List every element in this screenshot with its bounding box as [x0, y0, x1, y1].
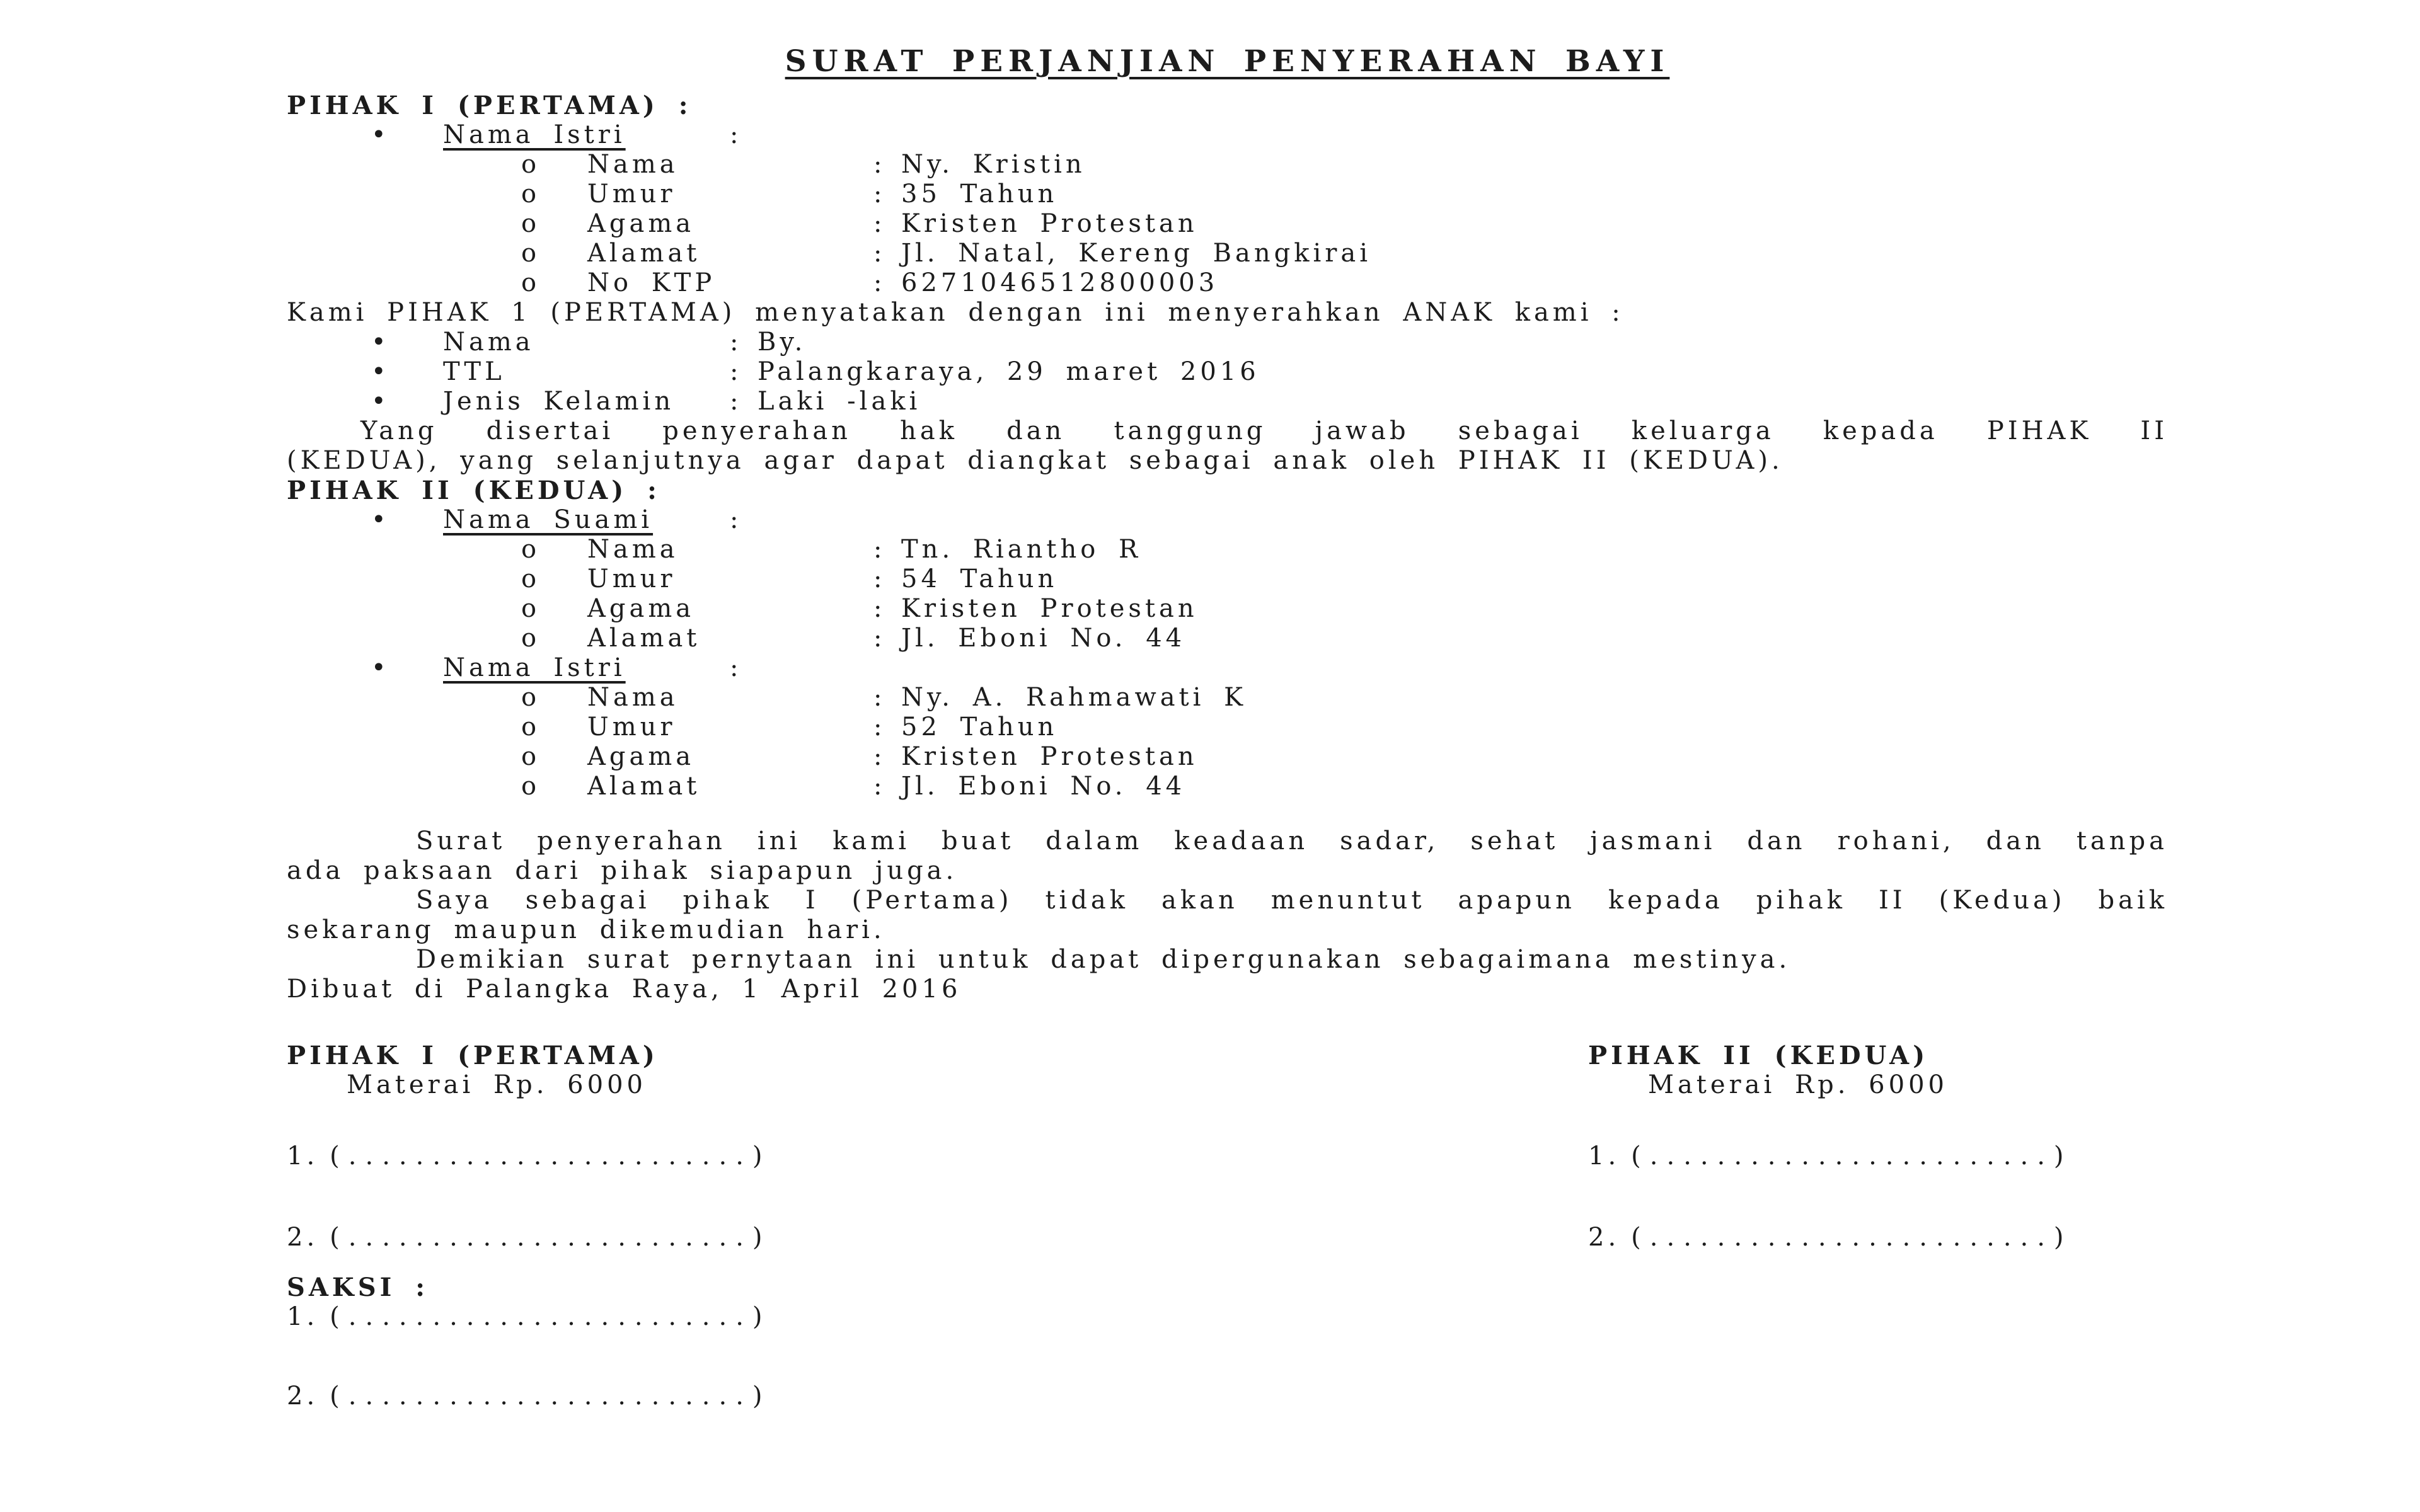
- field-value: Laki -laki: [758, 387, 921, 416]
- bullet-icon: •: [371, 505, 390, 534]
- field-value: Kristen Protestan: [901, 742, 1198, 771]
- colon-separator: :: [873, 713, 886, 742]
- field-label: TTL: [443, 357, 505, 386]
- field-label: Alamat: [587, 239, 701, 268]
- circle-bullet-icon: o: [521, 239, 541, 268]
- circle-bullet-icon: o: [521, 772, 541, 801]
- field-label: Nama: [443, 328, 534, 357]
- signature-dotted-line: (........................): [1631, 1142, 2073, 1171]
- field-value: Jl. Eboni No. 44: [901, 772, 1186, 801]
- signature-number: 1.: [287, 1142, 319, 1171]
- circle-bullet-icon: o: [521, 535, 541, 564]
- signature-number: 2.: [1588, 1223, 1620, 1252]
- closing-paragraph-line: Saya sebagai pihak I (Pertama) tidak akan menuntut apapun kepada pihak II (Kedua) baik: [416, 886, 2168, 915]
- signature-line: [287, 1382, 2168, 1411]
- signature-dotted-line: (........................): [1631, 1223, 2073, 1252]
- field-value: Ny. A. Rahmawati K: [901, 683, 1247, 712]
- party2-heading: PIHAK II (KEDUA) :: [287, 476, 660, 505]
- bullet-icon: •: [371, 357, 390, 386]
- document-title: SURAT PERJANJIAN PENYERAHAN BAYI: [785, 44, 1670, 79]
- made-at-line: Dibuat di Palangka Raya, 1 April 2016: [287, 975, 962, 1004]
- signature-number: 2.: [287, 1382, 319, 1411]
- signature-line: [287, 1142, 771, 1171]
- witness-section: [287, 1273, 2168, 1411]
- field-row: [287, 713, 2168, 742]
- field-value: Palangkaraya, 29 maret 2016: [758, 357, 1260, 386]
- colon-separator: :: [873, 594, 886, 623]
- field-row: [287, 624, 2168, 653]
- circle-bullet-icon: o: [521, 742, 541, 771]
- colon-separator: :: [730, 357, 742, 386]
- field-row: [287, 535, 2168, 564]
- bullet-icon: •: [371, 653, 390, 682]
- colon-separator: :: [873, 239, 886, 268]
- field-label: Agama: [587, 594, 695, 623]
- signature-number: 2.: [287, 1223, 319, 1252]
- signature-dotted-line: (........................): [330, 1142, 771, 1171]
- field-label: Jenis Kelamin: [443, 387, 675, 416]
- signature-line: [287, 1223, 771, 1252]
- colon-separator: :: [873, 209, 886, 238]
- stamp-note: Materai Rp. 6000: [347, 1070, 647, 1099]
- party1-signature-heading: PIHAK I (PERTAMA): [287, 1041, 659, 1070]
- field-row: [287, 239, 2168, 268]
- party1-heading: PIHAK I (PERTAMA) :: [287, 91, 692, 120]
- party1-signature-block: [287, 1041, 771, 1252]
- party1-statement: Kami PIHAK 1 (PERTAMA) menyatakan dengan ini menyerahkan ANAK kami :: [287, 298, 1624, 327]
- colon-separator: :: [873, 180, 886, 209]
- colon-separator: :: [730, 653, 742, 682]
- transfer-paragraph-line: Yang disertai penyerahan hak dan tanggung jawab sebagai keluarga kepada PIHAK II: [360, 416, 2168, 445]
- circle-bullet-icon: o: [521, 683, 541, 712]
- field-value: Tn. Riantho R: [901, 535, 1142, 564]
- field-label: Nama: [587, 535, 679, 564]
- colon-separator: :: [730, 505, 742, 534]
- party1-wife-label: Nama Istri: [443, 120, 626, 149]
- field-label: Umur: [587, 564, 676, 593]
- field-row: [287, 742, 2168, 772]
- field-value: Ny. Kristin: [901, 150, 1086, 179]
- circle-bullet-icon: o: [521, 180, 541, 209]
- colon-separator: :: [873, 268, 886, 297]
- colon-separator: :: [730, 120, 742, 149]
- field-row: [287, 594, 2168, 624]
- field-label: Alamat: [587, 772, 701, 801]
- closing-paragraph-line: ada paksaan dari pihak siapapun juga.: [287, 856, 958, 885]
- signature-line: [1588, 1142, 2073, 1171]
- field-value: 6271046512800003: [901, 268, 1219, 297]
- party2-husband-label: Nama Suami: [443, 505, 654, 534]
- field-row: [287, 150, 2168, 180]
- field-row: [287, 772, 2168, 801]
- closing-paragraph-line: sekarang maupun dikemudian hari.: [287, 915, 885, 944]
- colon-separator: :: [873, 624, 886, 653]
- child-field-row: [287, 357, 2168, 387]
- signature-number: 1.: [1588, 1142, 1620, 1171]
- field-value: 35 Tahun: [901, 180, 1058, 209]
- field-row: [287, 180, 2168, 209]
- field-value: Kristen Protestan: [901, 209, 1198, 238]
- field-label: Agama: [587, 209, 695, 238]
- field-label: Umur: [587, 713, 676, 742]
- field-value: Jl. Eboni No. 44: [901, 624, 1186, 653]
- transfer-paragraph-line: (KEDUA), yang selanjutnya agar dapat diangkat sebagai anak oleh PIHAK II (KEDUA).: [287, 446, 1783, 475]
- bullet-icon: •: [371, 328, 390, 357]
- witness-heading: SAKSI :: [287, 1273, 429, 1302]
- party1-wife-header-row: [287, 120, 2168, 150]
- field-label: Nama: [587, 150, 679, 179]
- party2-husband-header-row: [287, 505, 2168, 535]
- colon-separator: :: [873, 772, 886, 801]
- signature-number: 1.: [287, 1302, 319, 1331]
- closing-paragraph-line: Surat penyerahan ini kami buat dalam keadaan sadar, sehat jasmani dan rohani, dan tanpa: [416, 827, 2168, 856]
- party2-signature-block: [1588, 1041, 2073, 1252]
- circle-bullet-icon: o: [521, 564, 541, 593]
- field-row: [287, 564, 2168, 594]
- child-field-row: [287, 387, 2168, 416]
- circle-bullet-icon: o: [521, 594, 541, 623]
- colon-separator: :: [730, 387, 742, 416]
- party2-wife-label: Nama Istri: [443, 653, 626, 682]
- circle-bullet-icon: o: [521, 268, 541, 297]
- circle-bullet-icon: o: [521, 150, 541, 179]
- signature-dotted-line: (........................): [330, 1302, 771, 1331]
- field-label: Alamat: [587, 624, 701, 653]
- circle-bullet-icon: o: [521, 624, 541, 653]
- field-value: By.: [758, 328, 807, 357]
- colon-separator: :: [730, 328, 742, 357]
- party2-wife-header-row: [287, 653, 2168, 683]
- circle-bullet-icon: o: [521, 209, 541, 238]
- signature-line: [287, 1302, 2168, 1332]
- colon-separator: :: [873, 683, 886, 712]
- field-row: [287, 209, 2168, 239]
- field-value: Jl. Natal, Kereng Bangkirai: [901, 239, 1372, 268]
- colon-separator: :: [873, 150, 886, 179]
- field-row: [287, 683, 2168, 713]
- colon-separator: :: [873, 564, 886, 593]
- closing-paragraph-line: Demikian surat pernytaan ini untuk dapat dipergunakan sebagaimana mestinya.: [416, 945, 1791, 974]
- field-label: Nama: [587, 683, 679, 712]
- party2-signature-heading: PIHAK II (KEDUA): [1588, 1041, 1929, 1070]
- signature-dotted-line: (........................): [330, 1223, 771, 1252]
- field-label: Agama: [587, 742, 695, 771]
- bullet-icon: •: [371, 120, 390, 149]
- bullet-icon: •: [371, 387, 390, 416]
- signature-dotted-line: (........................): [330, 1382, 771, 1411]
- field-value: 52 Tahun: [901, 713, 1058, 742]
- field-value: 54 Tahun: [901, 564, 1058, 593]
- signature-line: [1588, 1223, 2073, 1252]
- colon-separator: :: [873, 535, 886, 564]
- signature-section: [287, 1041, 2168, 1252]
- circle-bullet-icon: o: [521, 713, 541, 742]
- field-value: Kristen Protestan: [901, 594, 1198, 623]
- child-field-row: [287, 328, 2168, 357]
- field-label: No KTP: [587, 268, 716, 297]
- colon-separator: :: [873, 742, 886, 771]
- field-row: [287, 268, 2168, 298]
- stamp-note: Materai Rp. 6000: [1648, 1070, 1948, 1099]
- field-label: Umur: [587, 180, 676, 209]
